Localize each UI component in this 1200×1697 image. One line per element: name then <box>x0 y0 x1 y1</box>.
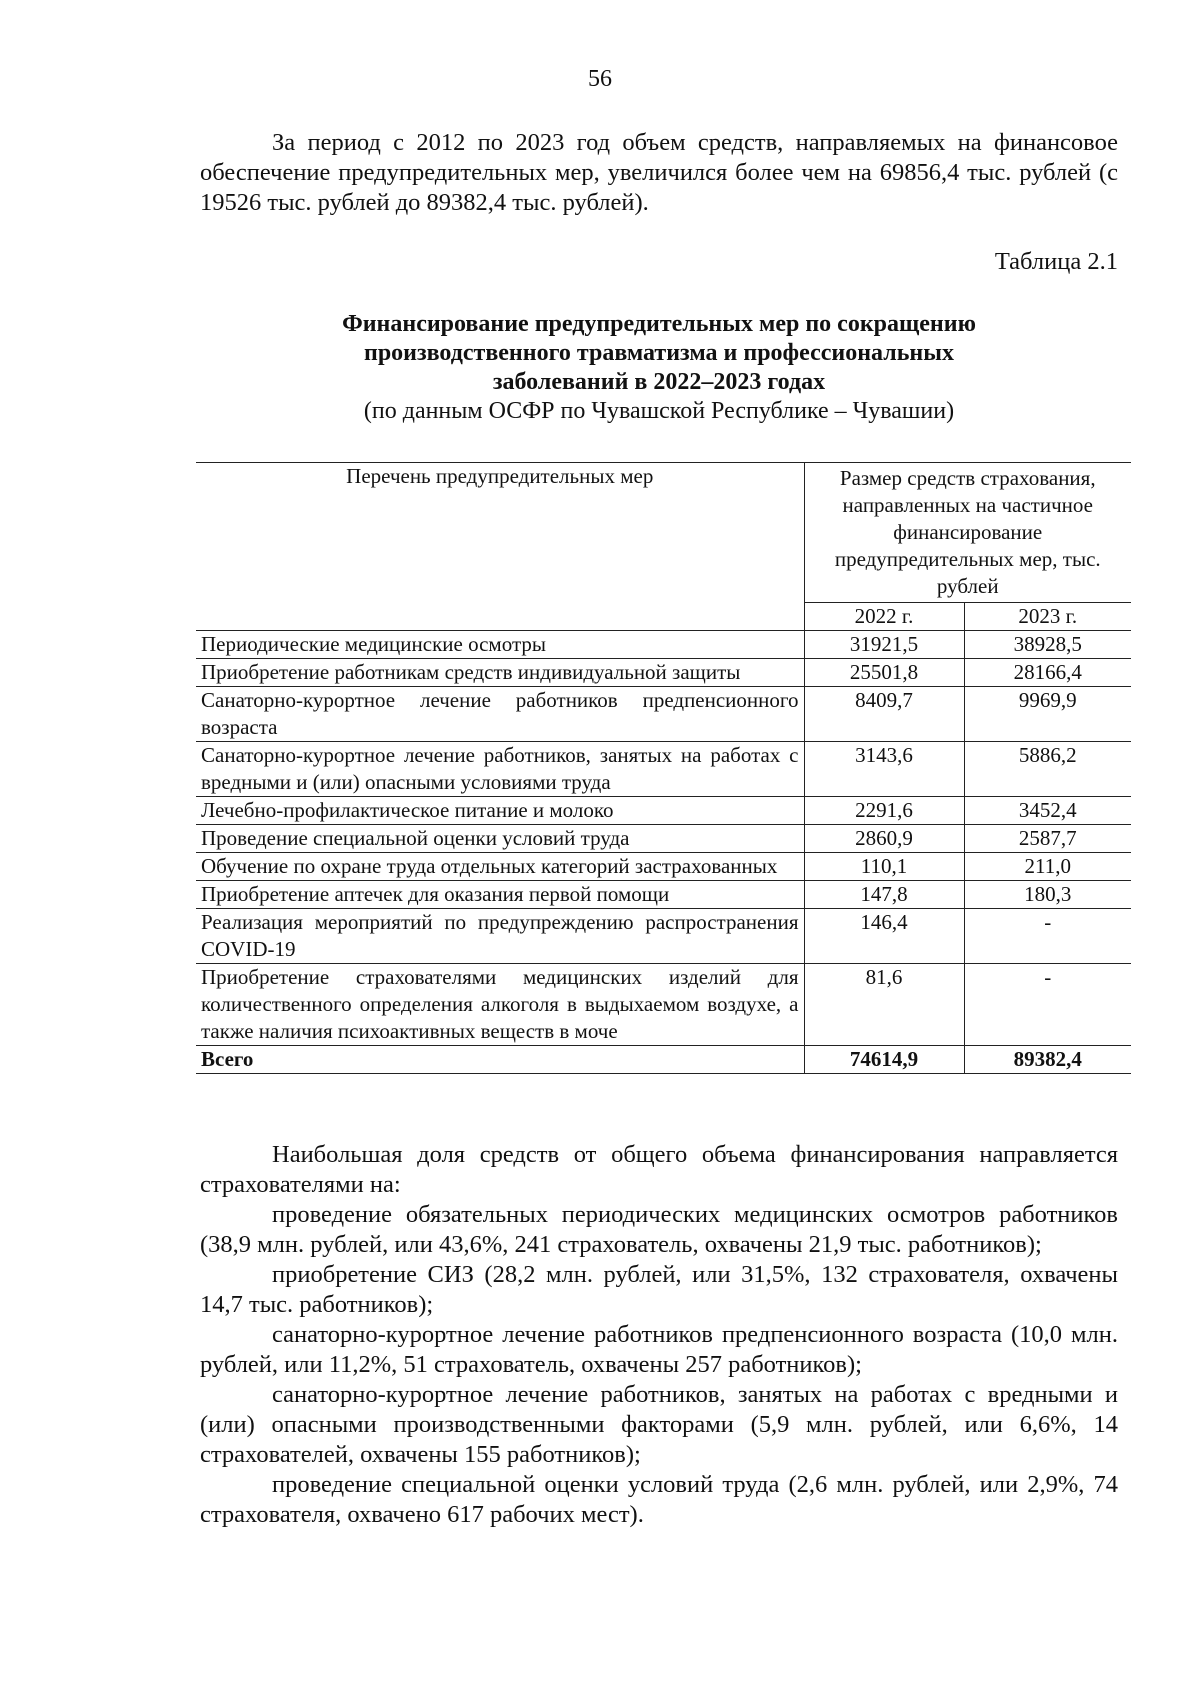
total-row <box>196 1046 1131 1074</box>
table-source: (по данным ОСФР по Чувашской Республике – Чувашии) <box>363 398 955 424</box>
row-value-2023: 28166,4 <box>964 659 1131 687</box>
table-label: Таблица 2.1 <box>994 248 1118 275</box>
table-body <box>196 631 1131 1046</box>
total-2022: 74614,9 <box>804 1046 964 1074</box>
row-value-2022: 3143,6 <box>804 742 964 797</box>
total-2023: 89382,4 <box>964 1046 1131 1074</box>
body-item-1: проведение обязательных периодических медицинских осмотров работников (38,9 млн. рублей, или 43,6%, 241 страхователь, охвачены 21,9 тыс. работников); <box>200 1201 1118 1258</box>
row-value-2022: 25501,8 <box>804 659 964 687</box>
row-measure-name: Санаторно-курортное лечение работников предпенсионного возраста <box>196 687 804 742</box>
table-row <box>196 853 1131 881</box>
row-value-2023: 38928,5 <box>964 631 1131 659</box>
row-value-2023: 180,3 <box>964 881 1131 909</box>
row-value-2022: 110,1 <box>804 853 964 881</box>
row-measure-name: Лечебно-профилактическое питание и молоко <box>196 797 804 825</box>
row-value-2022: 81,6 <box>804 964 964 1046</box>
body-item-2: приобретение СИЗ (28,2 млн. рублей, или 31,5%, 132 страхователя, охвачены 14,7 тыс. работников); <box>200 1261 1118 1318</box>
table-row <box>196 687 1131 742</box>
page-number: 56 <box>588 66 612 92</box>
row-value-2023: 2587,7 <box>964 825 1131 853</box>
row-value-2022: 147,8 <box>804 881 964 909</box>
table-title-line-3: заболеваний в 2022–2023 годах <box>492 369 826 395</box>
total-label: Всего <box>196 1046 804 1074</box>
body-item-4: санаторно-курортное лечение работников, занятых на работах с вредными и (или) опасными производственными факторами (5,9 млн. рублей, или 6,6%, 14 страхователей, охвачены 155 работников); <box>200 1381 1118 1468</box>
table-row <box>196 742 1131 797</box>
row-value-2022: 31921,5 <box>804 631 964 659</box>
table-row <box>196 797 1131 825</box>
body-lead: Наибольшая доля средств от общего объема финансирования направляется страхователями на: <box>200 1141 1118 1198</box>
row-measure-name: Проведение специальной оценки условий труда <box>196 825 804 853</box>
row-value-2022: 2860,9 <box>804 825 964 853</box>
row-value-2023: - <box>964 909 1131 964</box>
row-value-2022: 8409,7 <box>804 687 964 742</box>
row-measure-name: Приобретение аптечек для оказания первой помощи <box>196 881 804 909</box>
financing-table <box>196 462 1131 1074</box>
table-row <box>196 659 1131 687</box>
table-title <box>200 310 1118 426</box>
table-row <box>196 881 1131 909</box>
header-year-2023: 2023 г. <box>964 603 1131 631</box>
body-text <box>200 1140 1118 1530</box>
row-value-2022: 2291,6 <box>804 797 964 825</box>
body-item-3: санаторно-курортное лечение работников предпенсионного возраста (10,0 млн. рублей, или 11,2%, 51 страхователь, охвачены 257 работников); <box>200 1321 1118 1378</box>
table-row <box>196 909 1131 964</box>
row-value-2023: 9969,9 <box>964 687 1131 742</box>
row-measure-name: Реализация мероприятий по предупреждению распространения COVID-19 <box>196 909 804 964</box>
row-measure-name: Обучение по охране труда отдельных категорий застрахованных <box>196 853 804 881</box>
row-value-2022: 146,4 <box>804 909 964 964</box>
row-value-2023: 5886,2 <box>964 742 1131 797</box>
row-value-2023: 211,0 <box>964 853 1131 881</box>
row-value-2023: - <box>964 964 1131 1046</box>
row-measure-name: Приобретение работникам средств индивидуальной защиты <box>196 659 804 687</box>
row-measure-name: Приобретение страхователями медицинских изделий для количественного определения алкоголя в выдыхаемом воздухе, а также наличия психоактивных веществ в моче <box>196 964 804 1046</box>
header-amount: Размер средств страхования, направленных на частичное финансирование предупредительных мер, тыс. рублей <box>804 463 1131 603</box>
intro-paragraph: За период с 2012 по 2023 год объем средств, направляемых на финансовое обеспечение предупредительных мер, увеличился более чем на 69856,4 тыс. рублей (с 19526 тыс. рублей до 89382,4 тыс. рублей). <box>200 129 1118 216</box>
table-row <box>196 964 1131 1046</box>
table-row <box>196 825 1131 853</box>
row-value-2023: 3452,4 <box>964 797 1131 825</box>
header-measures: Перечень предупредительных мер <box>196 463 804 631</box>
table-row <box>196 631 1131 659</box>
header-year-2022: 2022 г. <box>804 603 964 631</box>
row-measure-name: Периодические медицинские осмотры <box>196 631 804 659</box>
table-title-line-2: производственного травматизма и профессиональных <box>363 340 954 366</box>
row-measure-name: Санаторно-курортное лечение работников, занятых на работах с вредными и (или) опасными условиями труда <box>196 742 804 797</box>
body-item-5: проведение специальной оценки условий труда (2,6 млн. рублей, или 2,9%, 74 страхователя, охвачено 617 рабочих мест). <box>200 1471 1118 1528</box>
table-title-line-1: Финансирование предупредительных мер по сокращению <box>342 311 976 337</box>
